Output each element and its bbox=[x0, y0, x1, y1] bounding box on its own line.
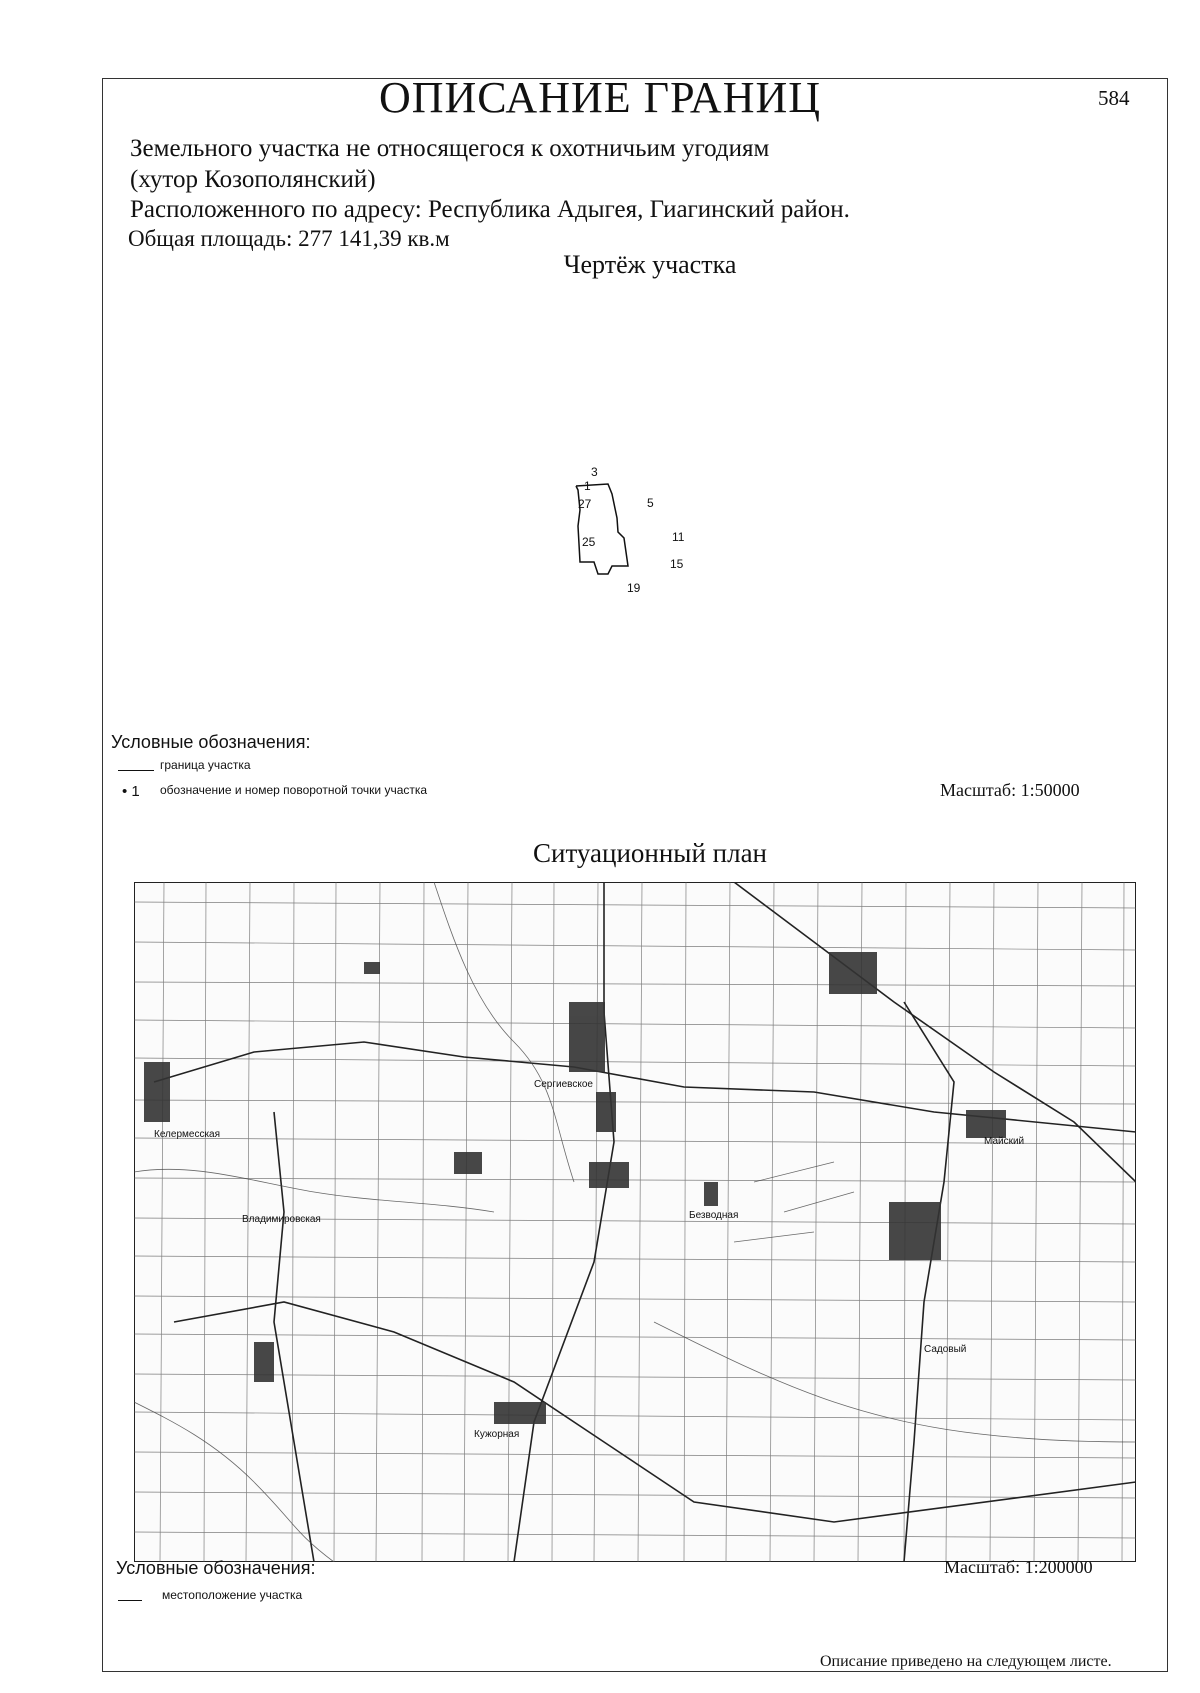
map-label-maisky: Майский bbox=[984, 1136, 1025, 1147]
legend-title: Условные обозначения: bbox=[111, 732, 311, 752]
map-scale: Масштаб: 1:200000 bbox=[944, 1557, 1093, 1577]
point-label-1: 1 bbox=[584, 479, 591, 493]
situation-plan-title: Ситуационный план bbox=[532, 838, 768, 868]
point-label-27: 27 bbox=[578, 497, 592, 511]
parcel-outline bbox=[560, 470, 680, 580]
subtitle-line-2: (хутор Козополянский) bbox=[130, 166, 376, 193]
footer-note: Описание приведено на следующем листе. bbox=[820, 1653, 1112, 1670]
legend-location-line bbox=[118, 1600, 142, 1601]
map-label-sergievskoe: Сергиевское bbox=[534, 1079, 593, 1090]
map-label-kuzhornaya: Кужорная bbox=[474, 1429, 520, 1440]
point-label-19: 19 bbox=[627, 581, 641, 595]
point-label-3: 3 bbox=[591, 465, 598, 479]
point-label-11: 11 bbox=[672, 530, 685, 544]
legend-point-label: обозначение и номер поворотной точки участка bbox=[160, 783, 428, 797]
point-label-15: 15 bbox=[670, 557, 684, 571]
subtitle-line-1: Земельного участка не относящегося к охотничьим угодиям bbox=[130, 135, 770, 162]
point-label-5: 5 bbox=[647, 496, 654, 510]
drawing-scale: Масштаб: 1:50000 bbox=[940, 780, 1080, 800]
map-label-kelermesskaya: Келермесская bbox=[154, 1129, 221, 1140]
drawing-title: Чертёж участка bbox=[563, 250, 737, 279]
map-legend-title: Условные обозначения: bbox=[116, 1558, 316, 1578]
situation-map bbox=[134, 882, 1136, 1562]
document-title: ОПИСАНИЕ ГРАНИЦ bbox=[378, 73, 822, 122]
map-label-sadovy: Садовый bbox=[924, 1344, 967, 1355]
page-number: 584 bbox=[1098, 86, 1130, 110]
legend-boundary-line bbox=[118, 770, 154, 771]
legend-boundary-label: граница участка bbox=[160, 758, 251, 772]
point-label-25: 25 bbox=[582, 535, 596, 549]
address-line: Расположенного по адресу: Республика Адыгея, Гиагинский район. bbox=[130, 196, 850, 223]
map-label-vladimirovskaya: Владимировская bbox=[242, 1214, 321, 1225]
area-line: Общая площадь: 277 141,39 кв.м bbox=[128, 226, 450, 251]
legend-point-symbol: • 1 bbox=[122, 783, 140, 800]
legend-location-label: местоположение участка bbox=[162, 1588, 303, 1602]
map-label-bezvodnaya: Безводная bbox=[689, 1210, 739, 1221]
